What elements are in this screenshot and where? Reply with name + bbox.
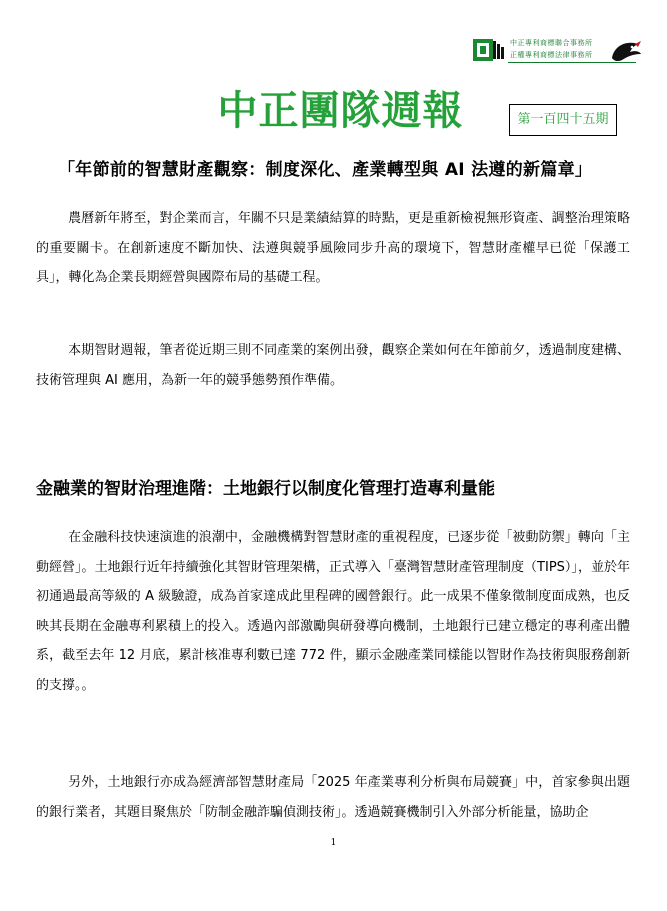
eagle-head-icon: [608, 38, 642, 64]
issue-number-box: 第一百四十五期: [509, 104, 617, 136]
firm-emblem-icon: [472, 38, 508, 68]
intro-paragraph-1: [36, 204, 630, 293]
firm-logo: [472, 38, 642, 68]
firm-name-line2: 正權專利商標法律事務所: [510, 51, 593, 59]
page-number: 1: [330, 838, 337, 848]
article-headline: 「年節前的智慧財產觀察：制度深化、產業轉型與 AI 法遵的新篇章」: [58, 160, 593, 180]
intro-paragraph-2-text: 本期智財週報，筆者從近期三則不同產業的案例出發，觀察企業如何在年節前夕，透過制度建構、技術管理與 AI 應用，為新一年的競爭態勢預作準備。: [36, 343, 630, 388]
section-paragraph-1: [36, 523, 630, 700]
intro-paragraph-2: [36, 336, 630, 395]
intro-paragraph-1-text: 農曆新年將至，對企業而言，年關不只是業績結算的時點，更是重新檢視無形資產、調整治理策略的重要關卡。在創新速度不斷加快、法遵與競爭風險同步升高的環境下，智慧財產權早已從「保護工具」，轉化為企業長期經營與國際布局的基礎工程。: [36, 211, 630, 285]
section-paragraph-2-text: 另外，土地銀行亦成為經濟部智慧財產局「2025 年產業專利分析與布局競賽」中，首家參與出題的銀行業者，其題目聚焦於「防制金融詐騙偵測技術」。透過競賽機制引入外部分析能量，協助企: [36, 775, 630, 820]
section-paragraph-1-text: 在金融科技快速演進的浪潮中，金融機構對智慧財產的重視程度，已逐步從「被動防禦」轉向「主動經營」。土地銀行近年持續強化其智財管理架構，正式導入「臺灣智慧財產管理制度（TIPS）」，並於年初通過最高等級的 A 級驗證，成為首家達成此里程碑的國營銀行。此一成果不僅象徵制度面成熟，也反映其長期在金融專利累積上的投入。透過內部激勵與研發導向機制，土地銀行已建立穩定的專利產出體系，截至去年 12 月底，累計核准專利數已達 772 件，顯示金融產業同樣能以智財作為技術與服務創新的支撐。。: [36, 530, 630, 693]
section-heading: 金融業的智財治理進階：土地銀行以制度化管理打造專利量能: [36, 479, 495, 499]
newsletter-title: 中正團隊週報: [217, 88, 464, 134]
section-paragraph-2: [36, 768, 630, 827]
firm-name-line1: 中正專利商標聯合事務所: [510, 39, 593, 47]
